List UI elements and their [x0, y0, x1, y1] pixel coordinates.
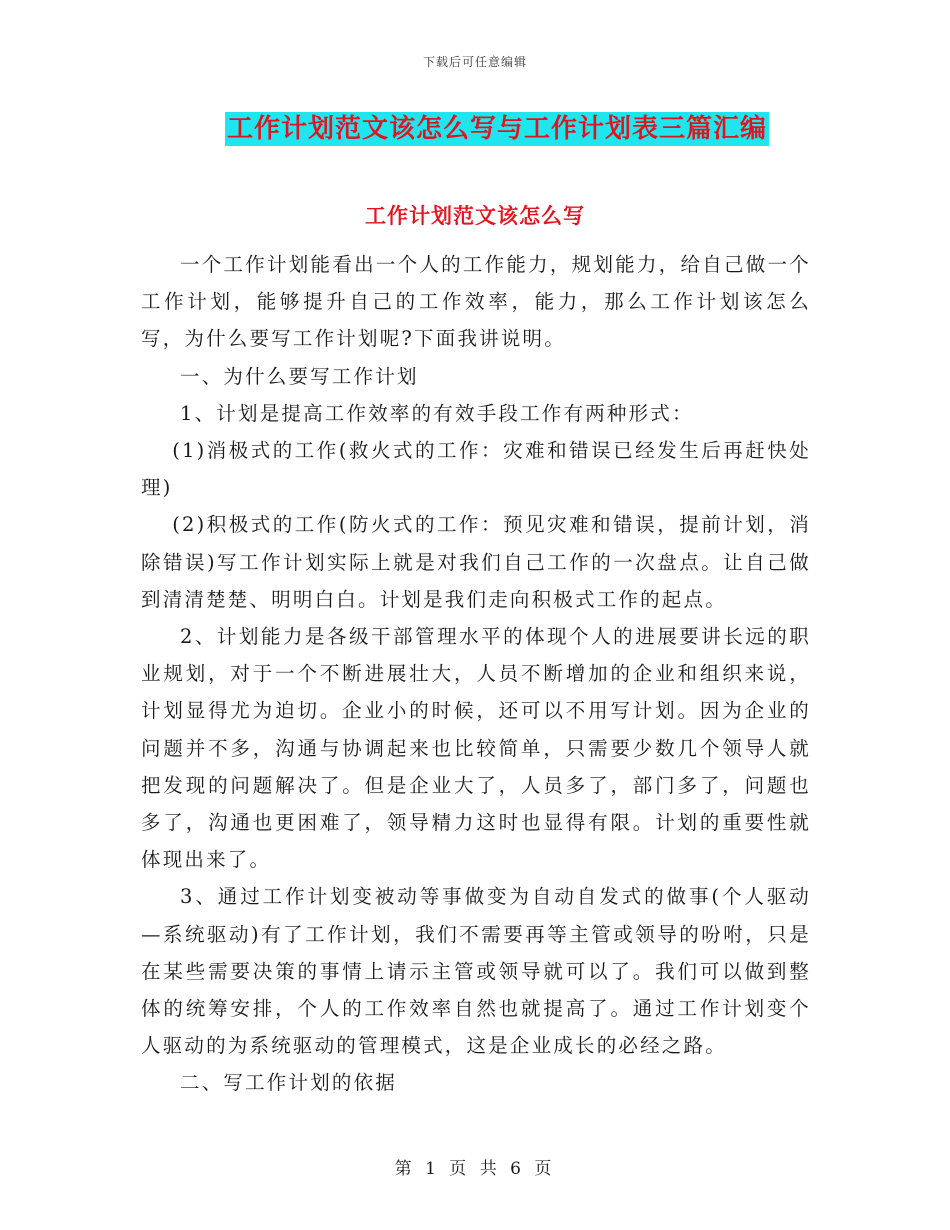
document-body — [141, 246, 811, 1102]
paragraph-point-2: 2、计划能力是各级干部管理水平的体现个人的进展要讲长远的职业规划，对于一个不断进展壮大，人员不断增加的企业和组织来说，计划显得尤为迫切。企业小的时候，还可以不用写计划。因为企业的问题并不多，沟通与协调起来也比较简单，只需要少数几个领导人就把发现的问题解决了。但是企业大了，人员多了，部门多了，问题也多了，沟通也更困难了，领导精力这时也显得有限。计划的重要性就体现出来了。 — [141, 625, 811, 872]
paragraph-active-work: (2)积极式的工作(防火式的工作：预见灾难和错误，提前计划，消除错误)写工作计划实际上就是对我们自己工作的一次盘点。让自己做到清清楚楚、明明白白。计划是我们走向积极式工作的起点。 — [141, 513, 811, 611]
paragraph-point-1: 1、计划是提高工作效率的有效手段工作有两种形式： — [180, 401, 694, 425]
paragraph-heading-why: 一、为什么要写工作计划 — [180, 364, 419, 388]
paragraph-heading-basis: 二、写工作计划的依据 — [180, 1071, 398, 1095]
header-note: 下载后可任意编辑 — [422, 55, 527, 69]
section-title: 工作计划范文该怎么写 — [365, 203, 585, 228]
paragraph-intro: 一个工作计划能看出一个人的工作能力，规划能力，给自己做一个工作计划，能够提升自己的工作效率，能力，那么工作计划该怎么写，为什么要写工作计划呢?下面我讲说明。 — [141, 253, 811, 351]
page-footer: 第 1 页 共 6 页 — [394, 1159, 556, 1179]
document-title-container — [0, 112, 950, 146]
paragraph-point-3: 3、通过工作计划变被动等事做变为自动自发式的做事(个人驱动—系统驱动)有了工作计划，我们不需要再等主管或领导的吩咐，只是在某些需要决策的事情上请示主管或领导就可以了。我们可以做到整体的统筹安排，个人的工作效率自然也就提高了。通过工作计划变个人驱动的为系统驱动的管理模式，这是企业成长的必经之路。 — [141, 885, 811, 1058]
paragraph-passive-work: (1)消极式的工作(救火式的工作：灾难和错误已经发生后再赶快处理) — [141, 439, 811, 500]
document-title: 工作计划范文该怎么写与工作计划表三篇汇编 — [226, 114, 767, 144]
